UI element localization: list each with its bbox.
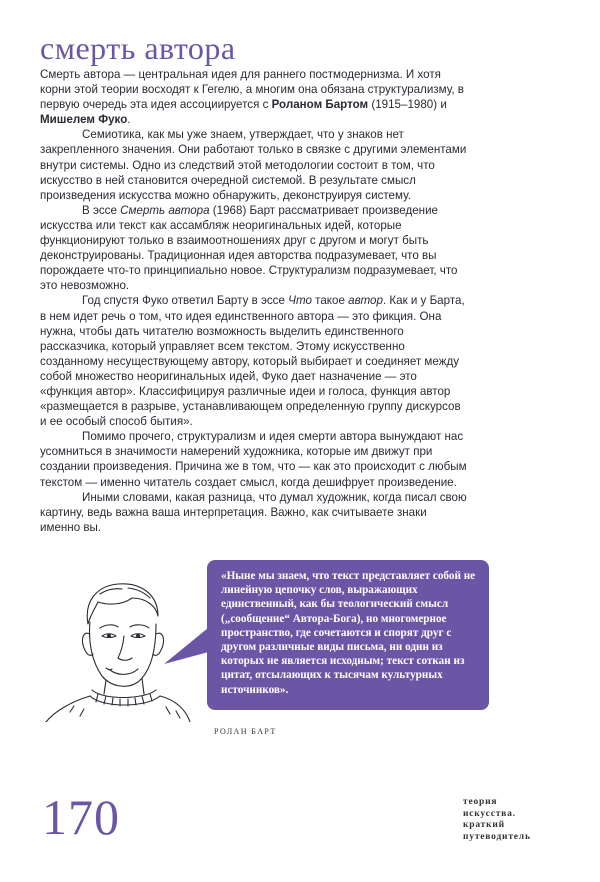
- page-title: смерть автора: [40, 30, 236, 66]
- quote-text: «Ныне мы знаем, что текст представляет собой не линейную цепочку слов, выражающих единственный, как бы теологический смысл („сообщение“ Автора-Бога), но многомерное пространство, где сочетаются и спорят друг с другом различные виды письма, ни один из которых не является исходным; текст соткан из цитат, отсылающих к тысячам культурных источников».: [221, 570, 476, 696]
- quote-bubble: [207, 560, 489, 710]
- paragraph-foucault-essay: [40, 293, 470, 429]
- book-title-line: теория: [463, 797, 498, 807]
- quote-attribution: РОЛАН БАРТ: [214, 727, 277, 736]
- paragraph-barthes-essay: [40, 203, 470, 294]
- book-title-line: краткий: [463, 820, 505, 830]
- text-run: В эссе: [82, 203, 121, 217]
- paragraph-semiotics: Семиотика, как мы уже знаем, утверждает, что у знаков нет закрепленного значения. Они работают только в связке с другими элементами внутри системы. Одно из следствий этой методологии состоит в том, что искусство в ней становится очередной системой. В результате смысл произведения искусства можно обнаружить, деконструируя систему.: [40, 128, 467, 202]
- name-barthes: Роланом Бартом: [271, 98, 369, 112]
- main-text: [40, 67, 470, 535]
- text-run: Смерть автора — центральная идея для раннего постмодернизма. И хотя корни этой теории восходят к Гегелю, а многим она обязана структурализму, в первую очередь эта идея ассоциируется с: [40, 68, 464, 112]
- work-title: Что: [288, 294, 316, 308]
- work-title: автор: [344, 294, 383, 308]
- text-run: (1915–1980) и: [368, 98, 447, 112]
- text-run: . Как и у Барта, в нем идет речь о том, что идея единственного автора — это фикция. Она нужна, чтобы дать читателю возможность выделить единственного рассказчика, который управляет всем текстом. Этому искусственно созданному несуществующему автору, который выбирает и соединяет между собой множество неоригинальных идей, Фуко дает назначение — это «функция автор». Классифицируя различные идеи и голоса, функция автор «размещается в разрыве, устанавливающем определенную группу дискурсов и ее особый способ бытия».: [40, 294, 465, 429]
- book-title-line: путеводитель: [463, 831, 531, 842]
- work-title: Смерть автора: [120, 203, 210, 217]
- work-title: такое: [315, 294, 345, 308]
- book-title-line: искусства.: [463, 808, 516, 819]
- paragraph-intro: [40, 67, 470, 127]
- paragraph-conclusion: Иными словами, какая разница, что думал художник, когда писал свою картину, ведь важна ваша интерпретация. Важно, как считываете знаки именно вы.: [40, 490, 467, 534]
- text-run: Год спустя Фуко ответил Барту в эссе: [82, 294, 289, 308]
- text-run: (1968) Барт рассматривает произведение искусства или текст как ассамбляж неоригинальных идей, которые функционируют только в взаимоотношениях друг с другом и могут быть деконструированы. Традиционная идея авторства подразумевает, что вы порождаете что-то принципиально новое. Структурализм подразумевает, что это невозможно.: [40, 203, 458, 293]
- name-foucault: Мишелем Фуко: [40, 113, 128, 127]
- text-run: .: [127, 113, 131, 127]
- book-title: [463, 797, 531, 843]
- paragraph-structuralism: Помимо прочего, структурализм и идея смерти автора вынуждают нас усомниться в значимости намерений художника, которые им движут при создании произведения. Причина же в том, что — как это происходит с любым текстом — именно читатель создает смысл, когда дешифрует произведение.: [40, 430, 467, 489]
- page-number: 170: [42, 789, 120, 845]
